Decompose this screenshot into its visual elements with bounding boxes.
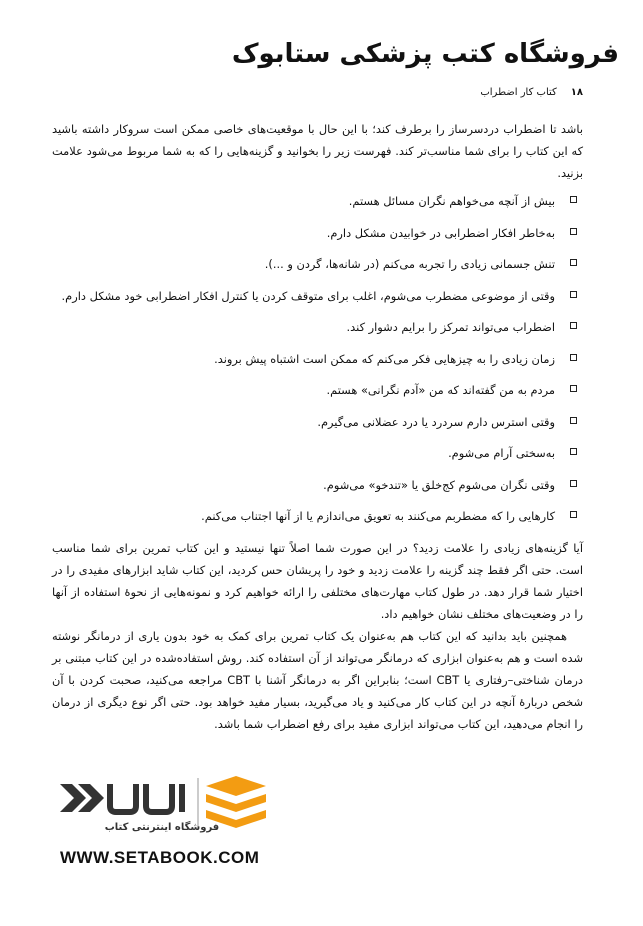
checklist-item: وقتی استرس دارم سردرد یا درد عضلانی می‌گیرم. xyxy=(52,411,583,433)
store-title: فروشگاه کتب پزشکی ستابوک xyxy=(231,39,619,69)
checkbox-icon[interactable] xyxy=(570,354,577,361)
paragraph-3: همچنین باید بدانید که این کتاب هم به‌عنوان یک کتاب تمرین برای کمک به خود بدون یاری از درمانگر نوشته شده است و هم به‌عنوان ابزاری که درمانگر می‌تواند از آن استفاده کند. روش استفاده‌شده در این کتاب مبتنی بر درمان شناختی–رفتاری یا CBT است؛ بنابراین اگر به درمانگر آشنا با CBT مراجعه می‌کنید، صحبت کردن با آن شخص دربارهٔ آنچه در این کتاب کار می‌کنید و یاد می‌گیرید، بسیار مفید خواهد بود. حتی اگر نوع دیگری از درمان را انجام می‌دهید، این کتاب می‌تواند ابزاری مفید برای رفع اضطراب شما باشد. xyxy=(52,628,583,731)
checklist-item: وقتی از موضوعی مضطرب می‌شوم، اغلب برای متوقف کردن یا کنترل افکار اضطرابی خود مشکل دارم. xyxy=(52,285,583,307)
checkbox-icon[interactable] xyxy=(570,259,577,266)
checklist-item: بیش از آنچه می‌خواهم نگران مسائل هستم. xyxy=(52,190,583,212)
book-stack-icon xyxy=(206,776,266,828)
checklist-item: به‌سختی آرام می‌شوم. xyxy=(52,442,583,464)
checklist xyxy=(52,190,583,527)
footer-url[interactable]: WWW.SETABOOK.COM xyxy=(60,848,260,867)
paragraph-2: آیا گزینه‌های زیادی را علامت زدید؟ در این صورت شما اصلاً تنها نیستید و این کتاب تمرین برای شما مناسب است. حتی اگر فقط چند گزینه را علامت زدید و خود را پریشان حس کردید، این کتاب شاید ابزارهای مفیدی را در اختیار شما قرار دهد. در طول کتاب مهارت‌های مختلفی را ارائه خواهیم کرد و نمونه‌هایی از نحوهٔ استفاده از آنها را در وضعیت‌های مختلف نشان خواهیم داد. xyxy=(52,540,583,621)
checklist-item: به‌خاطر افکار اضطرابی در خوابیدن مشکل دارم. xyxy=(52,222,583,244)
running-head xyxy=(480,86,583,100)
page-number: ۱۸ xyxy=(570,87,583,98)
setabook-logo xyxy=(58,770,268,836)
checkbox-icon[interactable] xyxy=(570,291,577,298)
checklist-item: وقتی نگران می‌شوم کج‌خلق یا «تندخو» می‌شوم. xyxy=(52,474,583,496)
checkbox-icon[interactable] xyxy=(570,322,577,329)
checkbox-icon[interactable] xyxy=(570,448,577,455)
checklist-item: کارهایی را که مضطربم می‌کنند به تعویق می‌اندازم یا از آنها اجتناب می‌کنم. xyxy=(52,505,583,527)
checkbox-icon[interactable] xyxy=(570,417,577,424)
intro-paragraph: باشد تا اضطراب دردسرساز را برطرف کند؛ با این حال با موقعیت‌های خاصی ممکن است سروکار داشته باشید که این کتاب را برای شما مناسب‌تر کند. فهرست زیر را بخوانید و گزینه‌هایی را که به شما مربوط می‌شود علامت بزنید. xyxy=(52,122,583,180)
checklist-item: اضطراب می‌تواند تمرکز را برایم دشوار کند. xyxy=(52,316,583,338)
logo-wordmark-icon xyxy=(110,784,182,812)
checkbox-icon[interactable] xyxy=(570,196,577,203)
book-title: کتاب کار اضطراب xyxy=(480,87,557,98)
arrows-icon xyxy=(60,784,104,812)
checklist-item: مردم به من گفته‌اند که من «آدم نگرانی» هستم. xyxy=(52,379,583,401)
checklist-item: تنش جسمانی زیادی را تجربه می‌کنم (در شانه‌ها، گردن و ...). xyxy=(52,253,583,275)
page-content xyxy=(52,118,583,735)
logo-tagline: فروشگاه اینترنتی کتاب xyxy=(104,822,220,833)
checkbox-icon[interactable] xyxy=(570,480,577,487)
checkbox-icon[interactable] xyxy=(570,511,577,518)
checkbox-icon[interactable] xyxy=(570,228,577,235)
checkbox-icon[interactable] xyxy=(570,385,577,392)
checklist-item: زمان زیادی را به چیزهایی فکر می‌کنم که ممکن است اشتباه پیش بروند. xyxy=(52,348,583,370)
